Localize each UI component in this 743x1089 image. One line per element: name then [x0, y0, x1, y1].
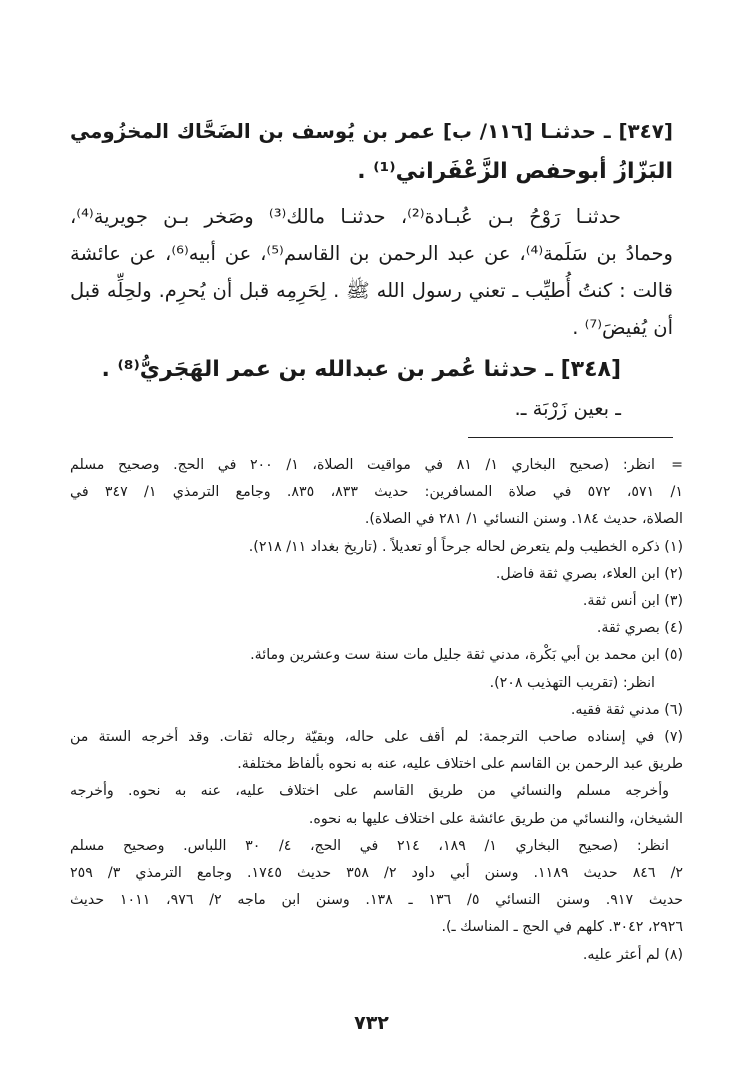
- continuation-mark: =: [671, 457, 683, 473]
- footnote-5-line-2: انظر: (تقريب التهذيب ٢٠٨).: [489, 674, 655, 691]
- paragraph-line-2: وحمادُ بن سَلَمة⁽⁴⁾، عن عبد الرحمن بن القاسم⁽⁵⁾، عن أبيه⁽⁶⁾، عن عائشة: [70, 242, 673, 265]
- footnote-7-line-5: انظر: (صحيح البخاري ١/ ١٨٩، ٢١٤ في الحج، ٤/ ٣٠ اللباس. وصحيح مسلم: [70, 837, 669, 854]
- footnote-7-line-6: ٢/ ٨٤٦ حديث ١١٨٩. وسنن أبي داود ٢/ ٣٥٨ حديث ١٧٤٥. وجامع الترمذي ٣/ ٢٥٩: [70, 865, 683, 882]
- footnote-6: (٦) مدني ثقة فقيه.: [570, 701, 683, 718]
- footnote-5-line-1: (٥) ابن محمد بن أبي بَكْرة، مدني ثقة جليل مات سنة ست وعشرين ومائة.: [250, 647, 683, 664]
- hadith-348-heading: [٣٤٨] ـ حدثنا عُمر بن عبدالله بن عمر الهَجَريُّ⁽⁸⁾ .: [101, 357, 621, 382]
- paragraph-line-4: أن يُفيضَ⁽⁷⁾ .: [572, 316, 673, 339]
- hadith-347-heading-line-1: [٣٤٧] ـ حدثنـا [١١٦/ ب] عمر بن يُوسف بن الضَحَّاك المخزُومي: [70, 120, 673, 143]
- footnote-7-line-3: وأخرجه مسلم والنسائي من طريق القاسم على اختلاف عليه، عنه به نحوه. وأخرجه: [70, 783, 669, 800]
- hadith-347-heading-line-2: البَزّازُ أبوحفص الزَّعْفَراني⁽¹⁾ .: [357, 159, 673, 184]
- footnote-7-line-7: حديث ٩١٧. وسنن النسائي ٥/ ١٣٦ ـ ١٣٨. وسنن ابن ماجه ٢/ ٩٧٦، ١٠١١ حديث: [70, 892, 684, 909]
- footnote-4: (٤) بصري ثقة.: [596, 620, 683, 637]
- footnote-7-line-4: الشيخان، والنسائي من طريق عائشة على اختلاف عليها به نحوه.: [308, 810, 683, 827]
- footnote-separator: [468, 437, 673, 438]
- footnote-continuation-line-2: ١/ ٥٧١، ٥٧٢ في صلاة المسافرين: حديث ٨٣٣، ٨٣٥. وجامع الترمذي ١/ ٣٤٧ في: [70, 484, 683, 501]
- footnote-7-line-1: (٧) في إسناده صاحب الترجمة: لم أقف على حاله، وبقيّة رجاله ثقات. وقد أخرجه الستة من: [70, 729, 683, 746]
- footnote-3: (٣) ابن أنس ثقة.: [582, 593, 683, 610]
- footnote-2: (٢) ابن العلاء، بصري ثقة فاضل.: [495, 565, 683, 582]
- footnote-1: (١) ذكره الخطيب ولم يتعرض لحاله جرحاً أو تعديلاً . (تاريخ بغداد ١١/ ٢١٨).: [248, 538, 683, 555]
- footnote-7-line-2: طريق عبد الرحمن بن القاسم على اختلاف عليه، عنه به نحوه بألفاظ مختلفة.: [237, 756, 683, 773]
- main-text: [70, 112, 673, 427]
- paragraph-line-1: حدثنـا رَوْحُ بـن عُبـادة⁽²⁾، حدثنـا مالك⁽³⁾ وصَخر بـن جويرية⁽⁴⁾،: [70, 205, 621, 228]
- paragraph-line-3: قالت : كنتُ أُطيِّب ـ تعني رسول الله ﷺ . لِحَرِمِه قبل أن يُحرِم. ولحِلِّه قبل: [70, 279, 673, 302]
- footnote-continuation-line-1: انظر: (صحيح البخاري ١/ ٨١ في مواقيت الصلاة، ١/ ٢٠٠ في الحج. وصحيح مسلم: [70, 457, 655, 473]
- footnote-continuation-line-3: الصلاة، حديث ١٨٤. وسنن النسائي ١/ ٢٨١ في الصلاة).: [364, 511, 683, 528]
- zarba-note: ـ بعين زَرْبَة ـ.: [514, 397, 621, 420]
- page-number: ٧٣٢: [354, 1012, 389, 1034]
- footnotes: [70, 452, 683, 969]
- footnote-7-line-8: ٢٩٢٦، ٣٠٤٢. كلهم في الحج ـ المناسك ـ).: [441, 919, 683, 936]
- footnote-8: (٨) لم أعثر عليه.: [582, 946, 683, 963]
